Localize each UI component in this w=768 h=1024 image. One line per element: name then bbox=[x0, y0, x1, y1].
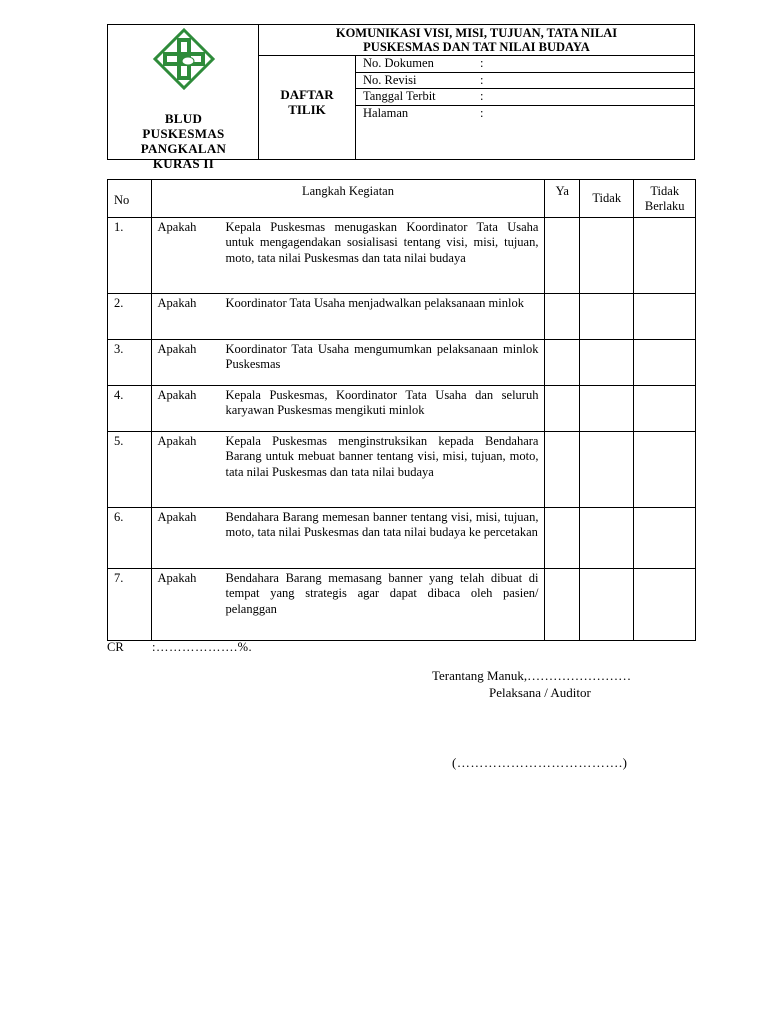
doc-kind-line: TILIK bbox=[288, 102, 326, 117]
step-keyword: Apakah bbox=[157, 571, 197, 585]
table-row bbox=[108, 432, 696, 508]
check-tidak[interactable] bbox=[580, 218, 634, 294]
step-text: Kepala Puskesmas menugaskan Koordinator Tata Usaha untuk mengagendakan sosialisasi tentang visi, misi, tujuan, moto, tata nilai Puskesmas dan tata nilai budaya bbox=[225, 220, 539, 265]
meta-separator: : bbox=[480, 105, 484, 120]
puskesmas-logo-icon bbox=[153, 28, 215, 90]
row-number: 7. bbox=[108, 569, 152, 641]
check-tidak[interactable] bbox=[580, 294, 634, 340]
cr-value-blank[interactable]: :……………….%. bbox=[152, 640, 253, 654]
check-tidak[interactable] bbox=[580, 386, 634, 432]
check-ya[interactable] bbox=[545, 294, 580, 340]
meta-row-doc-number bbox=[356, 56, 694, 73]
meta-label: No. Revisi bbox=[363, 72, 417, 87]
header-line: Berlaku bbox=[644, 198, 685, 213]
table-row bbox=[108, 386, 696, 432]
check-tidak[interactable] bbox=[580, 508, 634, 569]
column-header-ya: Ya bbox=[545, 180, 580, 218]
column-header-tidak-berlaku bbox=[634, 180, 696, 218]
step-cell bbox=[151, 432, 545, 508]
check-tidak[interactable] bbox=[580, 569, 634, 641]
step-text: Bendahara Barang memasang banner yang telah dibuat di tempat yang strategis agar dapat dibaca oleh pasien/ pelanggan bbox=[225, 571, 539, 616]
meta-label: Halaman bbox=[363, 105, 409, 120]
document-kind bbox=[259, 56, 356, 159]
check-tidak-berlaku[interactable] bbox=[634, 569, 696, 641]
document-header bbox=[107, 24, 695, 171]
check-tidak-berlaku[interactable] bbox=[634, 340, 696, 386]
check-ya[interactable] bbox=[545, 569, 580, 641]
signer-role: Pelaksana / Auditor bbox=[489, 685, 591, 700]
org-line: BLUD bbox=[164, 111, 203, 126]
check-ya[interactable] bbox=[545, 386, 580, 432]
check-ya[interactable] bbox=[545, 340, 580, 386]
step-cell bbox=[151, 340, 545, 386]
step-cell bbox=[151, 218, 545, 294]
meta-label: No. Dokumen bbox=[363, 56, 434, 70]
table-row bbox=[108, 508, 696, 569]
check-tidak-berlaku[interactable] bbox=[634, 432, 696, 508]
check-ya[interactable] bbox=[545, 432, 580, 508]
header-line: Tidak bbox=[650, 183, 680, 198]
step-text: Koordinator Tata Usaha mengumumkan pelaksanaan minlok Puskesmas bbox=[225, 342, 539, 372]
meta-separator: : bbox=[480, 72, 484, 87]
step-keyword: Apakah bbox=[157, 296, 197, 310]
row-number: 5. bbox=[108, 432, 152, 508]
row-number: 6. bbox=[108, 508, 152, 569]
step-cell bbox=[151, 294, 545, 340]
document-meta bbox=[356, 56, 694, 121]
check-tidak-berlaku[interactable] bbox=[634, 508, 696, 569]
step-text: Kepala Puskesmas, Koordinator Tata Usaha dan seluruh karyawan Puskesmas mengikuti minlok bbox=[225, 388, 539, 418]
organization-name bbox=[108, 111, 259, 171]
org-line: PUSKESMAS bbox=[142, 126, 225, 141]
table-header-row bbox=[108, 180, 696, 218]
table-row bbox=[108, 294, 696, 340]
step-keyword: Apakah bbox=[157, 342, 197, 356]
check-tidak[interactable] bbox=[580, 432, 634, 508]
row-number: 2. bbox=[108, 294, 152, 340]
place-date: Terantang Manuk,…………………… bbox=[432, 668, 632, 683]
step-text: Kepala Puskesmas menginstruksikan kepada Bendahara Barang untuk mebuat banner tentang visi, misi, tujuan, moto, tata nilai Puskesmas dan tata nilai budaya bbox=[225, 434, 539, 479]
org-line: KURAS II bbox=[152, 156, 215, 171]
row-number: 4. bbox=[108, 386, 152, 432]
check-tidak-berlaku[interactable] bbox=[634, 218, 696, 294]
checklist-table bbox=[107, 179, 696, 641]
step-text: Bendahara Barang memesan banner tentang visi, misi, tujuan, moto, tata nilai Puskesmas dan tata nilai budaya ke percetakan bbox=[225, 510, 539, 540]
step-keyword: Apakah bbox=[157, 388, 197, 402]
row-number: 3. bbox=[108, 340, 152, 386]
column-header-tidak: Tidak bbox=[580, 180, 634, 218]
step-text: Koordinator Tata Usaha menjadwalkan pelaksanaan minlok bbox=[225, 296, 524, 310]
check-tidak-berlaku[interactable] bbox=[634, 294, 696, 340]
step-cell bbox=[151, 508, 545, 569]
org-line: PANGKALAN bbox=[140, 141, 227, 156]
step-cell bbox=[151, 569, 545, 641]
title-line: KOMUNIKASI VISI, MISI, TUJUAN, TATA NILAI bbox=[335, 26, 618, 40]
check-ya[interactable] bbox=[545, 508, 580, 569]
table-row bbox=[108, 340, 696, 386]
check-tidak[interactable] bbox=[580, 340, 634, 386]
step-keyword: Apakah bbox=[157, 434, 197, 448]
table-row bbox=[108, 569, 696, 641]
cr-label: CR bbox=[107, 640, 124, 654]
doc-kind-line: DAFTAR bbox=[280, 87, 334, 102]
meta-row-page bbox=[356, 106, 694, 122]
meta-row-issue-date bbox=[356, 89, 694, 106]
row-number: 1. bbox=[108, 218, 152, 294]
column-header-no: No bbox=[108, 180, 152, 218]
title-line: PUSKESMAS DAN TAT NILAI BUDAYA bbox=[363, 40, 590, 54]
column-header-step: Langkah Kegiatan bbox=[151, 180, 545, 218]
meta-row-revision bbox=[356, 73, 694, 90]
signature-line[interactable]: (……………………………….) bbox=[452, 755, 628, 770]
step-keyword: Apakah bbox=[157, 510, 197, 524]
meta-separator: : bbox=[480, 56, 484, 70]
document-title bbox=[259, 25, 694, 56]
step-cell bbox=[151, 386, 545, 432]
meta-separator: : bbox=[480, 89, 484, 103]
logo-cell bbox=[108, 25, 259, 171]
meta-label: Tanggal Terbit bbox=[363, 89, 436, 103]
step-keyword: Apakah bbox=[157, 220, 197, 234]
check-ya[interactable] bbox=[545, 218, 580, 294]
table-row bbox=[108, 218, 696, 294]
check-tidak-berlaku[interactable] bbox=[634, 386, 696, 432]
